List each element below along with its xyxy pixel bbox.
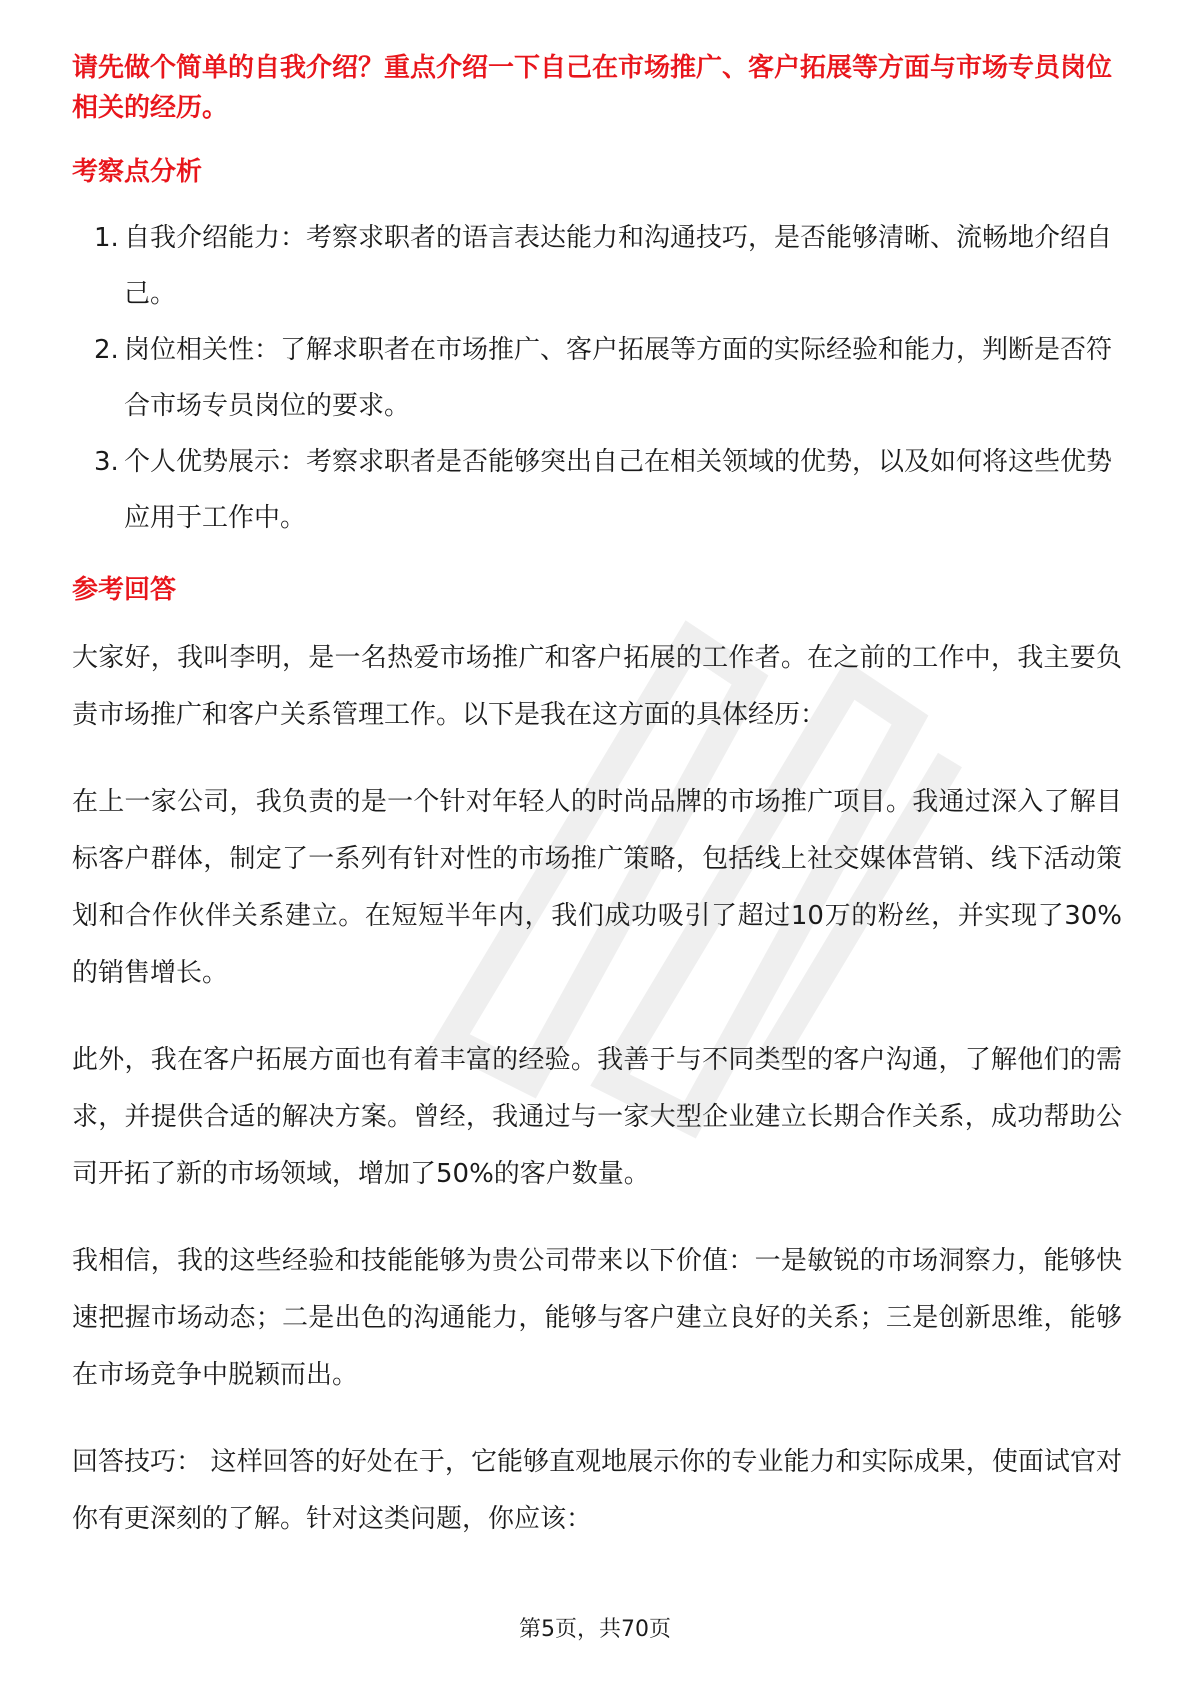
list-item-number: 3.	[94, 447, 119, 477]
list-item-number: 1.	[94, 223, 119, 253]
analysis-heading: 考察点分析	[72, 157, 203, 187]
list-item-text: 岗位相关性：了解求职者在市场推广、客户拓展等方面的实际经验和能力，判断是否符合市场专员岗位的要求。	[124, 335, 1113, 421]
answer-paragraph: 此外，我在客户拓展方面也有着丰富的经验。我善于与不同类型的客户沟通，了解他们的需求，并提供合适的解决方案。曾经，我通过与一家大型企业建立长期合作关系，成功帮助公司开拓了新的市场领域，增加了50%的客户数量。	[72, 1045, 1122, 1189]
list-item-text: 自我介绍能力：考察求职者的语言表达能力和沟通技巧，是否能够清晰、流畅地介绍自己。	[124, 223, 1113, 309]
answer-heading: 参考回答	[72, 575, 177, 605]
list-item-number: 2.	[94, 335, 119, 365]
answer-paragraph: 大家好，我叫李明，是一名热爱市场推广和客户拓展的工作者。在之前的工作中，我主要负责市场推广和客户关系管理工作。以下是我在这方面的具体经历：	[72, 643, 1122, 730]
list-item	[72, 322, 1122, 434]
answer-paragraph: 我相信，我的这些经验和技能能够为贵公司带来以下价值：一是敏锐的市场洞察力，能够快速把握市场动态；二是出色的沟通能力，能够与客户建立良好的关系；三是创新思维，能够在市场竞争中脱颖而出。	[72, 1246, 1122, 1390]
interview-question: 请先做个简单的自我介绍？重点介绍一下自己在市场推广、客户拓展等方面与市场专员岗位相关的经历。	[72, 53, 1113, 123]
list-item-text: 个人优势展示：考察求职者是否能够突出自己在相关领域的优势，以及如何将这些优势应用于工作中。	[124, 447, 1113, 533]
answer-paragraph: 在上一家公司，我负责的是一个针对年轻人的时尚品牌的市场推广项目。我通过深入了解目标客户群体，制定了一系列有针对性的市场推广策略，包括线上社交媒体营销、线下活动策划和合作伙伴关系建立。在短短半年内，我们成功吸引了超过10万的粉丝，并实现了30%的销售增长。	[72, 787, 1122, 988]
page-footer: 第5页，共70页	[519, 1617, 671, 1642]
list-item	[72, 210, 1122, 322]
analysis-list	[72, 210, 1122, 546]
list-item	[72, 434, 1122, 546]
answer-tips-paragraph: 回答技巧： 这样回答的好处在于，它能够直观地展示你的专业能力和实际成果，使面试官对你有更深刻的了解。针对这类问题，你应该：	[72, 1447, 1122, 1534]
document-page	[72, 48, 1122, 1548]
